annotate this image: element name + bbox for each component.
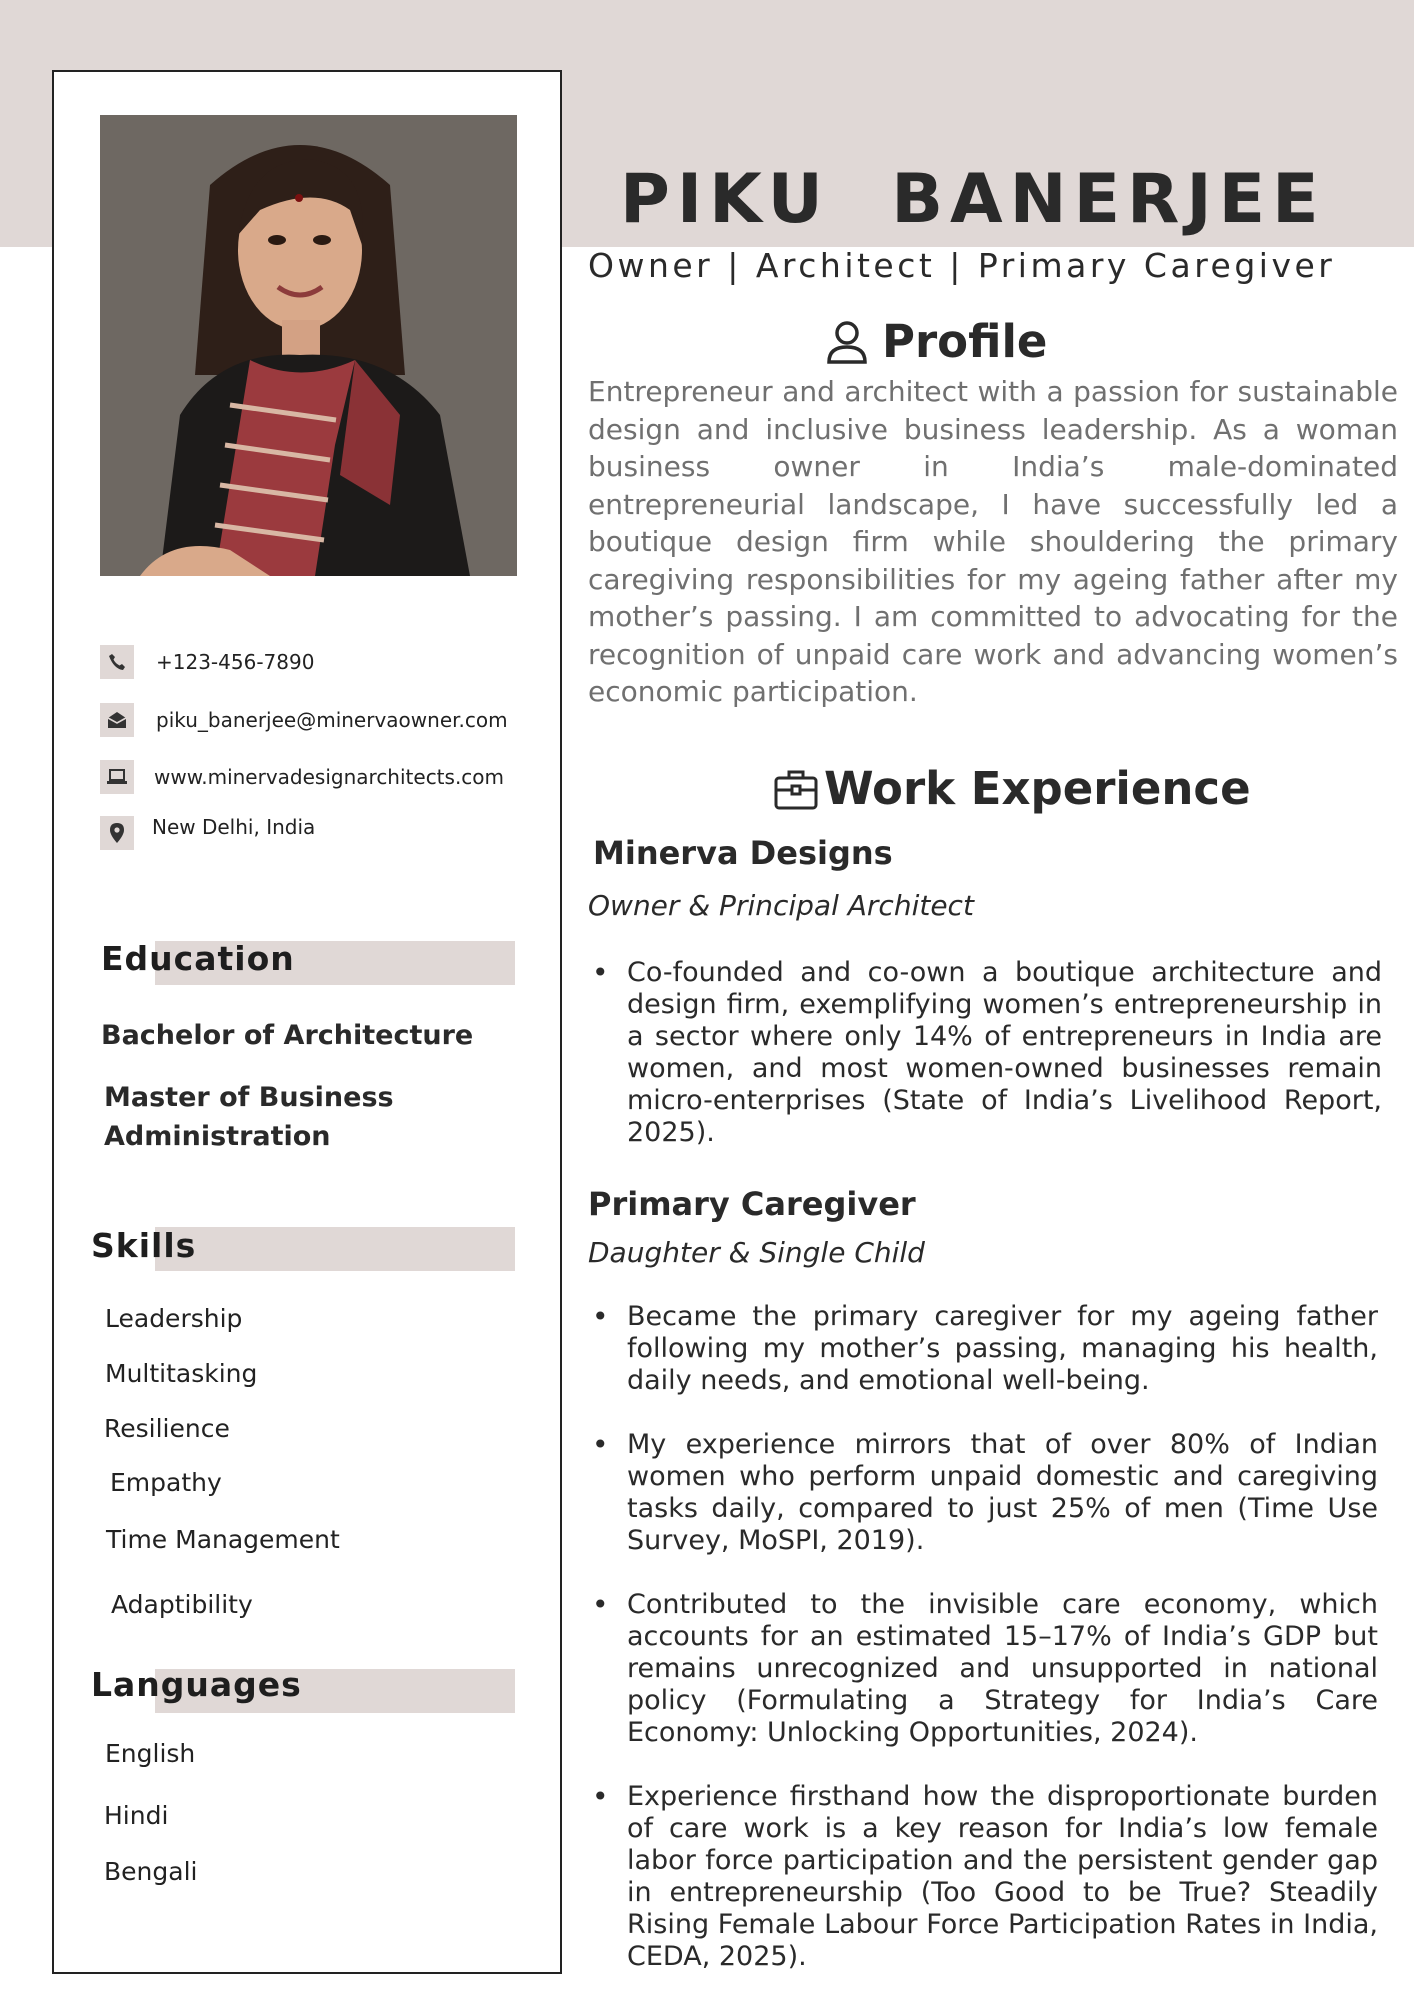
tagline: Owner | Architect | Primary Caregiver [588, 246, 1336, 285]
job-role: Owner & Principal Architect [588, 889, 974, 922]
job-company: Primary Caregiver [588, 1185, 916, 1223]
profile-heading [826, 315, 1047, 368]
contact-phone [100, 645, 314, 679]
language-item: English [105, 1739, 196, 1768]
education-item: Master of Business Administration [104, 1082, 394, 1152]
skill-item: Multitasking [105, 1359, 258, 1388]
phone-text: +123-456-7890 [156, 650, 315, 674]
skill-item: Resilience [104, 1414, 230, 1443]
profile-photo [100, 115, 517, 576]
job-company: Minerva Designs [593, 834, 893, 872]
work-heading [774, 762, 1251, 815]
bullet-text: Contributed to the invisible care economy, which accounts for an estimated 15–17% of India’s GDP but remains unrecognized and unsupported in national policy (Formulating a Strategy for India’s Care Economy: Unlocking Opportunities, 2024). [627, 1589, 1378, 1748]
skills-bar [155, 1227, 515, 1271]
contact-location [100, 816, 315, 850]
person-name: PIKU BANERJEE [620, 160, 1326, 239]
email-link[interactable]: piku_banerjee@minervaowner.com [156, 708, 508, 732]
bullet-text: My experience mirrors that of over 80% of Indian women who perform unpaid domestic and caregiving tasks daily, compared to just 25% of men (Time Use Survey, MoSPI, 2019). [627, 1429, 1378, 1556]
envelope-icon [100, 703, 134, 737]
job-bullet: • Co-founded and co-own a boutique architecture and design firm, exemplifying women’s entrepreneurship in a sector where only 14% of entrepreneurs in India are women, and most women-owned businesses remain micro-enterprises (State of India’s Livelihood Report, 2025). [592, 956, 1382, 1148]
laptop-icon [100, 760, 134, 794]
skill-item: Empathy [110, 1468, 222, 1497]
phone-icon [100, 645, 134, 679]
skill-item: Adaptibility [111, 1590, 253, 1619]
job-role: Daughter & Single Child [588, 1236, 925, 1269]
website-link[interactable]: www.minervadesignarchitects.com [154, 765, 505, 789]
language-item: Hindi [104, 1801, 169, 1830]
skill-item: Time Management [106, 1525, 340, 1554]
job-bullet: • Contributed to the invisible care economy, which accounts for an estimated 15–17% of India’s GDP but remains unrecognized and unsupported in national policy (Formulating a Strategy for India’s Care Economy: Unlocking Opportunities, 2024). [592, 1588, 1378, 1748]
job-bullet: • Became the primary caregiver for my ageing father following my mother’s passing, managing his health, daily needs, and emotional well-being. [592, 1300, 1378, 1396]
location-text: New Delhi, India [152, 815, 316, 839]
profile-text: Entrepreneur and architect with a passion for sustainable design and inclusive business leadership. As a woman business owner in India’s male-dominated entrepreneurial landscape, I have successfully led a boutique design firm while shouldering the primary caregiving responsibilities for my ageing father after my mother’s passing. I am committed to advocating for the recognition of unpaid care work and advancing women’s economic participation. [588, 375, 1398, 708]
briefcase-icon [774, 768, 818, 810]
map-pin-icon [100, 816, 134, 850]
education-item: Bachelor of Architecture [101, 1020, 474, 1051]
language-item: Bengali [104, 1857, 198, 1886]
contact-website [100, 760, 504, 794]
contact-email [100, 703, 508, 737]
user-icon [826, 320, 868, 364]
skill-item: Leadership [105, 1304, 243, 1333]
bullet-text: Co-founded and co-own a boutique architecture and design firm, exemplifying women’s entrepreneurship in a sector where only 14% of entrepreneurs in India are women, and most women-owned businesses remain micro-enterprises (State of India’s Livelihood Report, 2025). [627, 957, 1382, 1148]
bullet-text: Became the primary caregiver for my ageing father following my mother’s passing, managing his health, daily needs, and emotional well-being. [627, 1301, 1378, 1396]
job-bullet: • My experience mirrors that of over 80% of Indian women who perform unpaid domestic and caregiving tasks daily, compared to just 25% of men (Time Use Survey, MoSPI, 2019). [592, 1428, 1378, 1556]
profile-title: Profile [882, 315, 1048, 368]
work-title: Work Experience [824, 762, 1251, 815]
job-bullet: • Experience firsthand how the disproportionate burden of care work is a key reason for India’s low female labor force participation and the persistent gender gap in entrepreneurship (Too Good to be True? Steadily Rising Female Labour Force Participation Rates in India, CEDA, 2025). [592, 1780, 1378, 1972]
languages-heading: Languages [91, 1665, 302, 1704]
skills-heading: Skills [91, 1226, 197, 1265]
bullet-text: Experience firsthand how the disproportionate burden of care work is a key reason for India’s low female labor force participation and the persistent gender gap in entrepreneurship (Too Good to be True? Steadily Rising Female Labour Force Participation Rates in India, CEDA, 2025). [627, 1781, 1378, 1972]
education-heading: Education [101, 939, 295, 978]
